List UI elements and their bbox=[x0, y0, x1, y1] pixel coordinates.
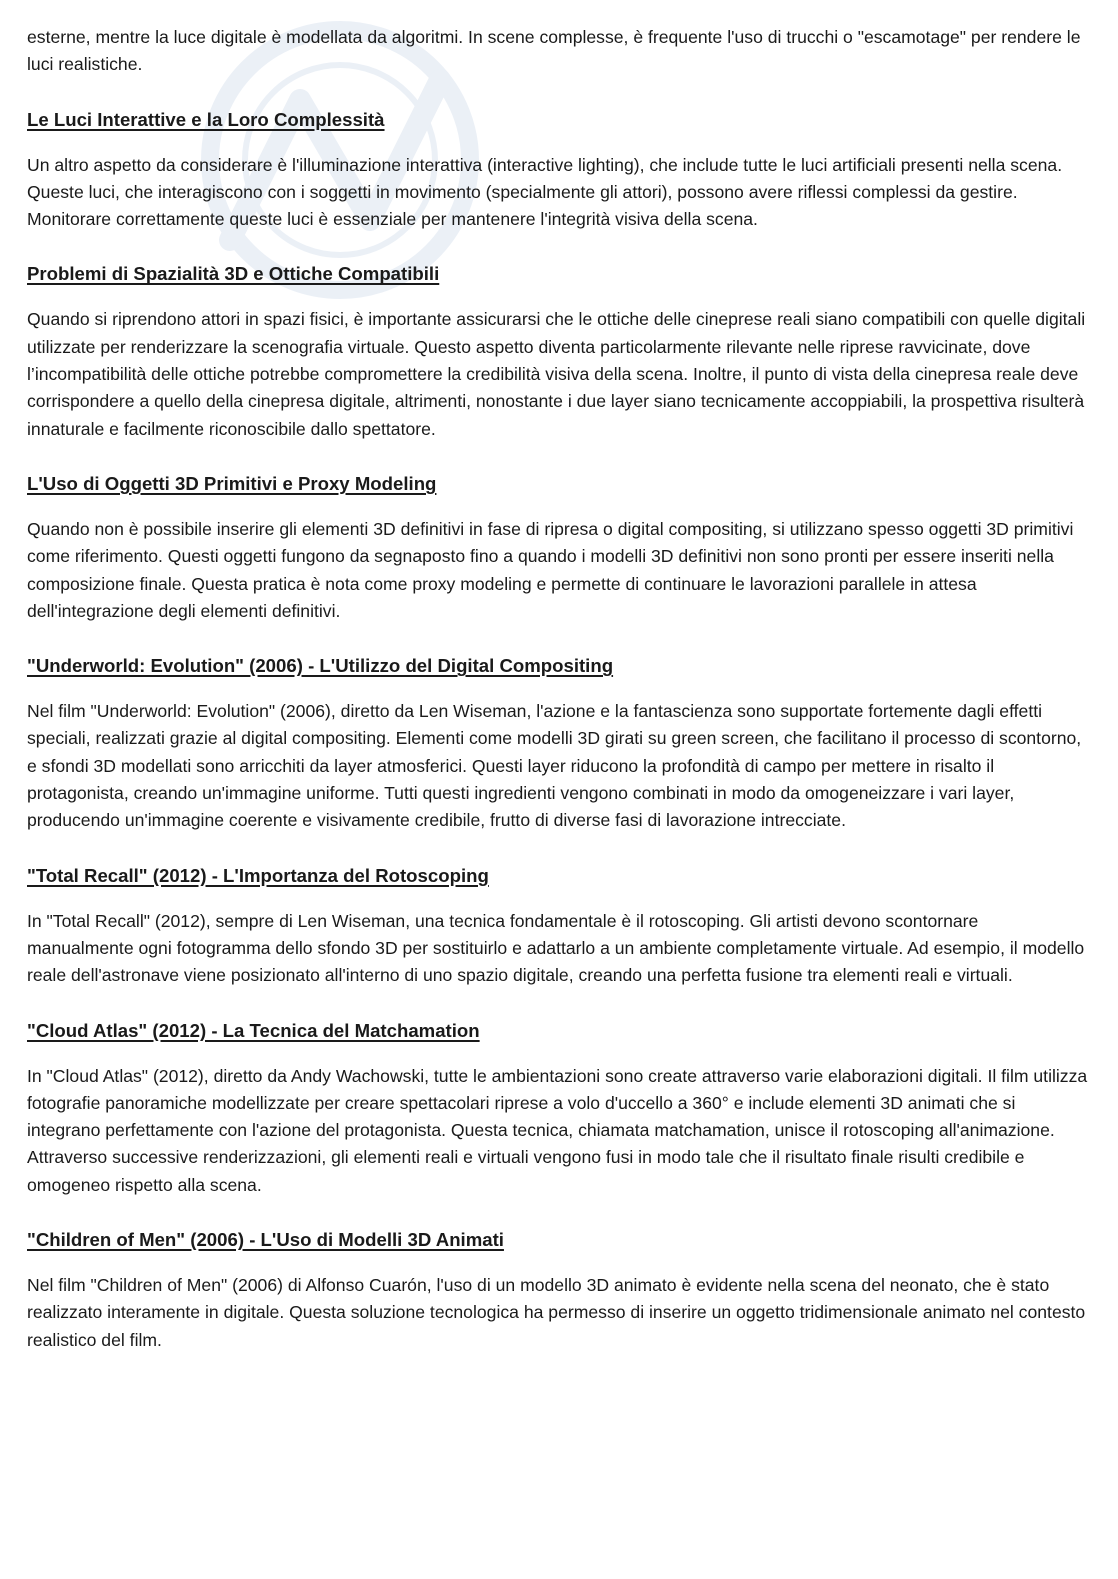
section-body-underworld: Nel film "Underworld: Evolution" (2006), diretto da Len Wiseman, l'azione e la fantascienza sono supportate fortemente dagli effetti speciali, realizzati grazie al digital compositing. Elementi come modelli 3D girati su green screen, che facilitano il processo di scontorno, e sfondi 3D modellati sono arricchiti da layer atmosferici. Questi layer riducono la profondità di campo per mettere in risalto il protagonista, creando un'immagine uniforme. Tutti questi ingredienti vengono combinati in modo da omogeneizzare i vari layer, producendo un'immagine coerente e visivamente credibile, frutto di diverse fasi di lavorazione intrecciate. bbox=[27, 701, 1082, 831]
section-body-cloud-atlas: In "Cloud Atlas" (2012), diretto da Andy Wachowski, tutte le ambientazioni sono create attraverso varie elaborazioni digitali. Il film utilizza fotografie panoramiche modellizzate per creare spettacolari riprese a volo d'uccello a 360° e include elementi 3D animati che si integrano perfettamente con l'azione del protagonista. Questa tecnica, chiamata matchamation, unisce il rotoscoping all'animazione. Attraverso successive renderizzazioni, gli elementi reali e virtuali vengono fusi in modo tale che il risultato finale risulti credibile e omogeneo rispetto alla scena. bbox=[27, 1065, 1088, 1195]
section-heading-children-of-men: "Children of Men" (2006) - L'Uso di Modelli 3D Animati bbox=[27, 1229, 504, 1251]
section-heading-3d-spatiality: Problemi di Spazialità 3D e Ottiche Compatibili bbox=[27, 263, 440, 285]
section-body-children-of-men: Nel film "Children of Men" (2006) di Alfonso Cuarón, l'uso di un modello 3D animato è evidente nella scena del neonato, che è stato realizzato interamente in digitale. Questa soluzione tecnologica ha permesso di inserire un oggetto tridimensionale animato nel contesto realistico del film. bbox=[27, 1275, 1086, 1350]
section-body-interactive-lights: Un altro aspetto da considerare è l'illuminazione interattiva (interactive lighting), che include tutte le luci artificiali presenti nella scena. Queste luci, che interagiscono con i soggetti in movimento (specialmente gli attori), possono avere riflessi complessi da gestire. Monitorare correttamente queste luci è essenziale per mantenere l'integrità visiva della scena. bbox=[27, 154, 1063, 230]
section-body-total-recall: In "Total Recall" (2012), sempre di Len Wiseman, una tecnica fondamentale è il rotoscoping. Gli artisti devono scontornare manualmente ogni fotogramma dello sfondo 3D per sostituirlo e adattarlo a un ambiente completamente virtuale. Ad esempio, il modello reale dell'astronave viene posizionato all'interno di uno spazio digitale, creando una perfetta fusione tra elementi reali e virtuali. bbox=[27, 910, 1085, 986]
section-heading-interactive-lights: Le Luci Interattive e la Loro Complessità bbox=[27, 108, 385, 130]
section-heading-cloud-atlas: "Cloud Atlas" (2012) - La Tecnica del Matchamation bbox=[27, 1019, 480, 1041]
section-body-proxy-modeling: Quando non è possibile inserire gli elementi 3D definitivi in fase di ripresa o digital compositing, si utilizzano spesso oggetti 3D primitivi come riferimento. Questi oggetti fungono da segnaposto fino a quando i modelli 3D definitivi non sono pronti per essere inseriti nella composizione finale. Questa pratica è nota come proxy modeling e permette di continuare le lavorazioni parallele in attesa dell'integrazione degli elementi definitivi. bbox=[27, 518, 1074, 621]
section-heading-proxy-modeling: L'Uso di Oggetti 3D Primitivi e Proxy Modeling bbox=[27, 472, 437, 494]
document-page bbox=[27, 24, 1089, 1354]
section-body-3d-spatiality: Quando si riprendono attori in spazi fisici, è importante assicurarsi che le ottiche delle cineprese reali siano compatibili con quelle digitali utilizzate per renderizzare la scenografia virtuale. Questo aspetto diventa particolarmente rilevante nelle riprese ravvicinate, dove l’incompatibilità delle ottiche potrebbe compromettere la credibilità visiva della scena. Inoltre, il punto di vista della cinepresa reale deve corrispondere a quello della cinepresa digitale, altrimenti, nonostante i due layer siano tecnicamente accoppiabili, la prospettiva risulterà innaturale e facilmente riconoscibile dallo spettatore. bbox=[27, 309, 1086, 439]
section-heading-underworld: "Underworld: Evolution" (2006) - L'Utilizzo del Digital Compositing bbox=[27, 655, 614, 677]
section-heading-total-recall: "Total Recall" (2012) - L'Importanza del Rotoscoping bbox=[27, 864, 489, 886]
intro-paragraph: esterne, mentre la luce digitale è modellata da algoritmi. In scene complesse, è frequente l'uso di trucchi o "escamotage" per rendere le luci realistiche. bbox=[27, 27, 1081, 75]
